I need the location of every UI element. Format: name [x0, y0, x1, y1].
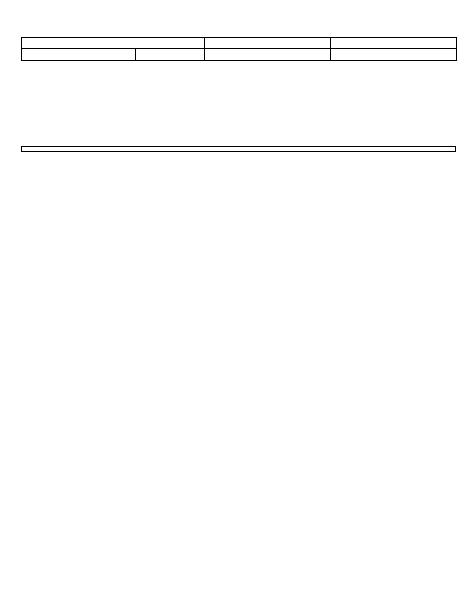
operator-name-header [205, 49, 331, 60]
header-table [21, 37, 457, 61]
day-column-header [22, 49, 136, 60]
model-field[interactable] [205, 38, 331, 49]
date-column-header [136, 49, 205, 60]
id-field[interactable] [331, 38, 457, 49]
forklift-make-field[interactable] [22, 38, 205, 49]
operator-signature-header [331, 49, 457, 60]
instructions-box [21, 146, 456, 152]
